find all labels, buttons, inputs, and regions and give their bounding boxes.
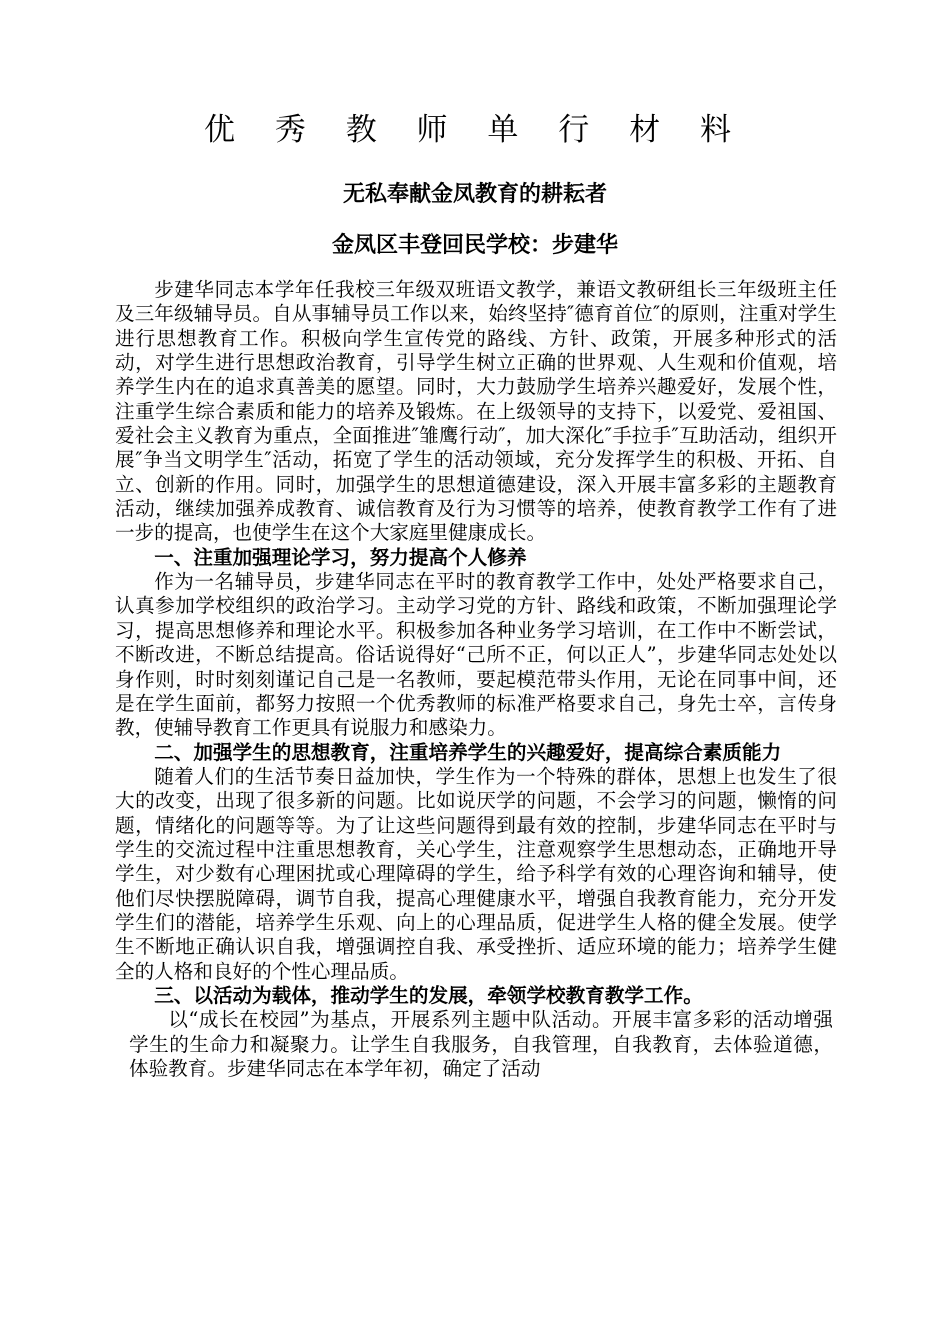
section-paragraph: 以“成长在校园”为基点，开展系列主题中队活动。开展丰富多彩的活动增强学生的生命力和凝聚力。让学生自我服务，自我管理，自我教育，去体验道德，体验教育。步建华同志在本学年初，确定了活动 [129, 1008, 833, 1080]
document-subtitle: 无私奉献金凤教育的耕耘者 [342, 181, 607, 207]
section-heading: 三、以活动为载体，推动学生的发展，牵领学校教育教学工作。 [154, 983, 703, 1007]
section-heading: 一、注重加强理论学习，努力提高个人修养 [154, 545, 527, 569]
document-body [115, 278, 837, 1081]
author-line: 金凤区丰登回民学校：步建华 [331, 232, 618, 258]
section-heading: 二、加强学生的思想教育，注重培养学生的兴趣爱好，提高综合素质能力 [154, 740, 782, 764]
section-paragraph: 随着人们的生活节奏日益加快，学生作为一个特殊的群体，思想上也发生了很大的改变，出现了很多新的问题。比如说厌学的问题，不会学习的问题，懒惰的问题，情绪化的问题等等。为了让这些问题得到最有效的控制，步建华同志在平时与学生的交流过程中注重思想教育，关心学生，注意观察学生思想动态，正确地开导学生，对少数有心理困扰或心理障碍的学生，给予科学有效的心理咨询和辅导，使他们尽快摆脱障碍，调节自我，提高心理健康水平，增强自我教育能力，充分开发学生们的潜能，培养学生乐观、向上的心理品质，促进学生人格的健全发展。使学生不断地正确认识自我，增强调控自我、承受挫折、适应环境的能力；培养学生健全的人格和良好的个性心理品质。 [115, 764, 837, 983]
section-paragraph: 作为一名辅导员，步建华同志在平时的教育教学工作中，处处严格要求自己，认真参加学校组织的政治学习。主动学习党的方针、路线和政策，不断加强理论学习，提高思想修养和理论水平。积极参加各种业务学习培训，在工作中不断尝试，不断改进，不断总结提高。俗话说得好“己所不正，何以正人”，步建华同志处处以身作则，时时刻刻谨记自己是一名教师，要起模范带头作用，无论在同事中间，还是在学生面前，都努力按照一个优秀教师的标准严格要求自己，身先士卒，言传身教，使辅导教育工作更具有说服力和感染力。 [115, 570, 837, 740]
document-title: 优 秀 教 师 单 行 材 料 [204, 112, 746, 148]
intro-paragraph: 步建华同志本学年任我校三年级双班语文教学，兼语文教研组长三年级班主任及三年级辅导员。自从事辅导员工作以来，始终坚持″德育首位″的原则，注重对学生进行思想教育工作。积极向学生宣传党的路线、方针、政策，开展多种形式的活动，对学生进行思想政治教育，引导学生树立正确的世界观、人生观和价值观，培养学生内在的追求真善美的愿望。同时，大力鼓励学生培养兴趣爱好，发展个性，注重学生综合素质和能力的培养及锻炼。在上级领导的支持下，以爱党、爱祖国、爱社会主义教育为重点，全面推进″雏鹰行动″，加大深化″手拉手″互助活动，组织开展″争当文明学生″活动，拓宽了学生的活动领域，充分发挥学生的积极、开拓、自立、创新的作用。同时，加强学生的思想道德建设，深入开展丰富多彩的主题教育活动，继续加强养成教育、诚信教育及行为习惯等的培养，使教育教学工作有了进一步的提高，也使学生在这个大家庭里健康成长。 [115, 278, 837, 545]
